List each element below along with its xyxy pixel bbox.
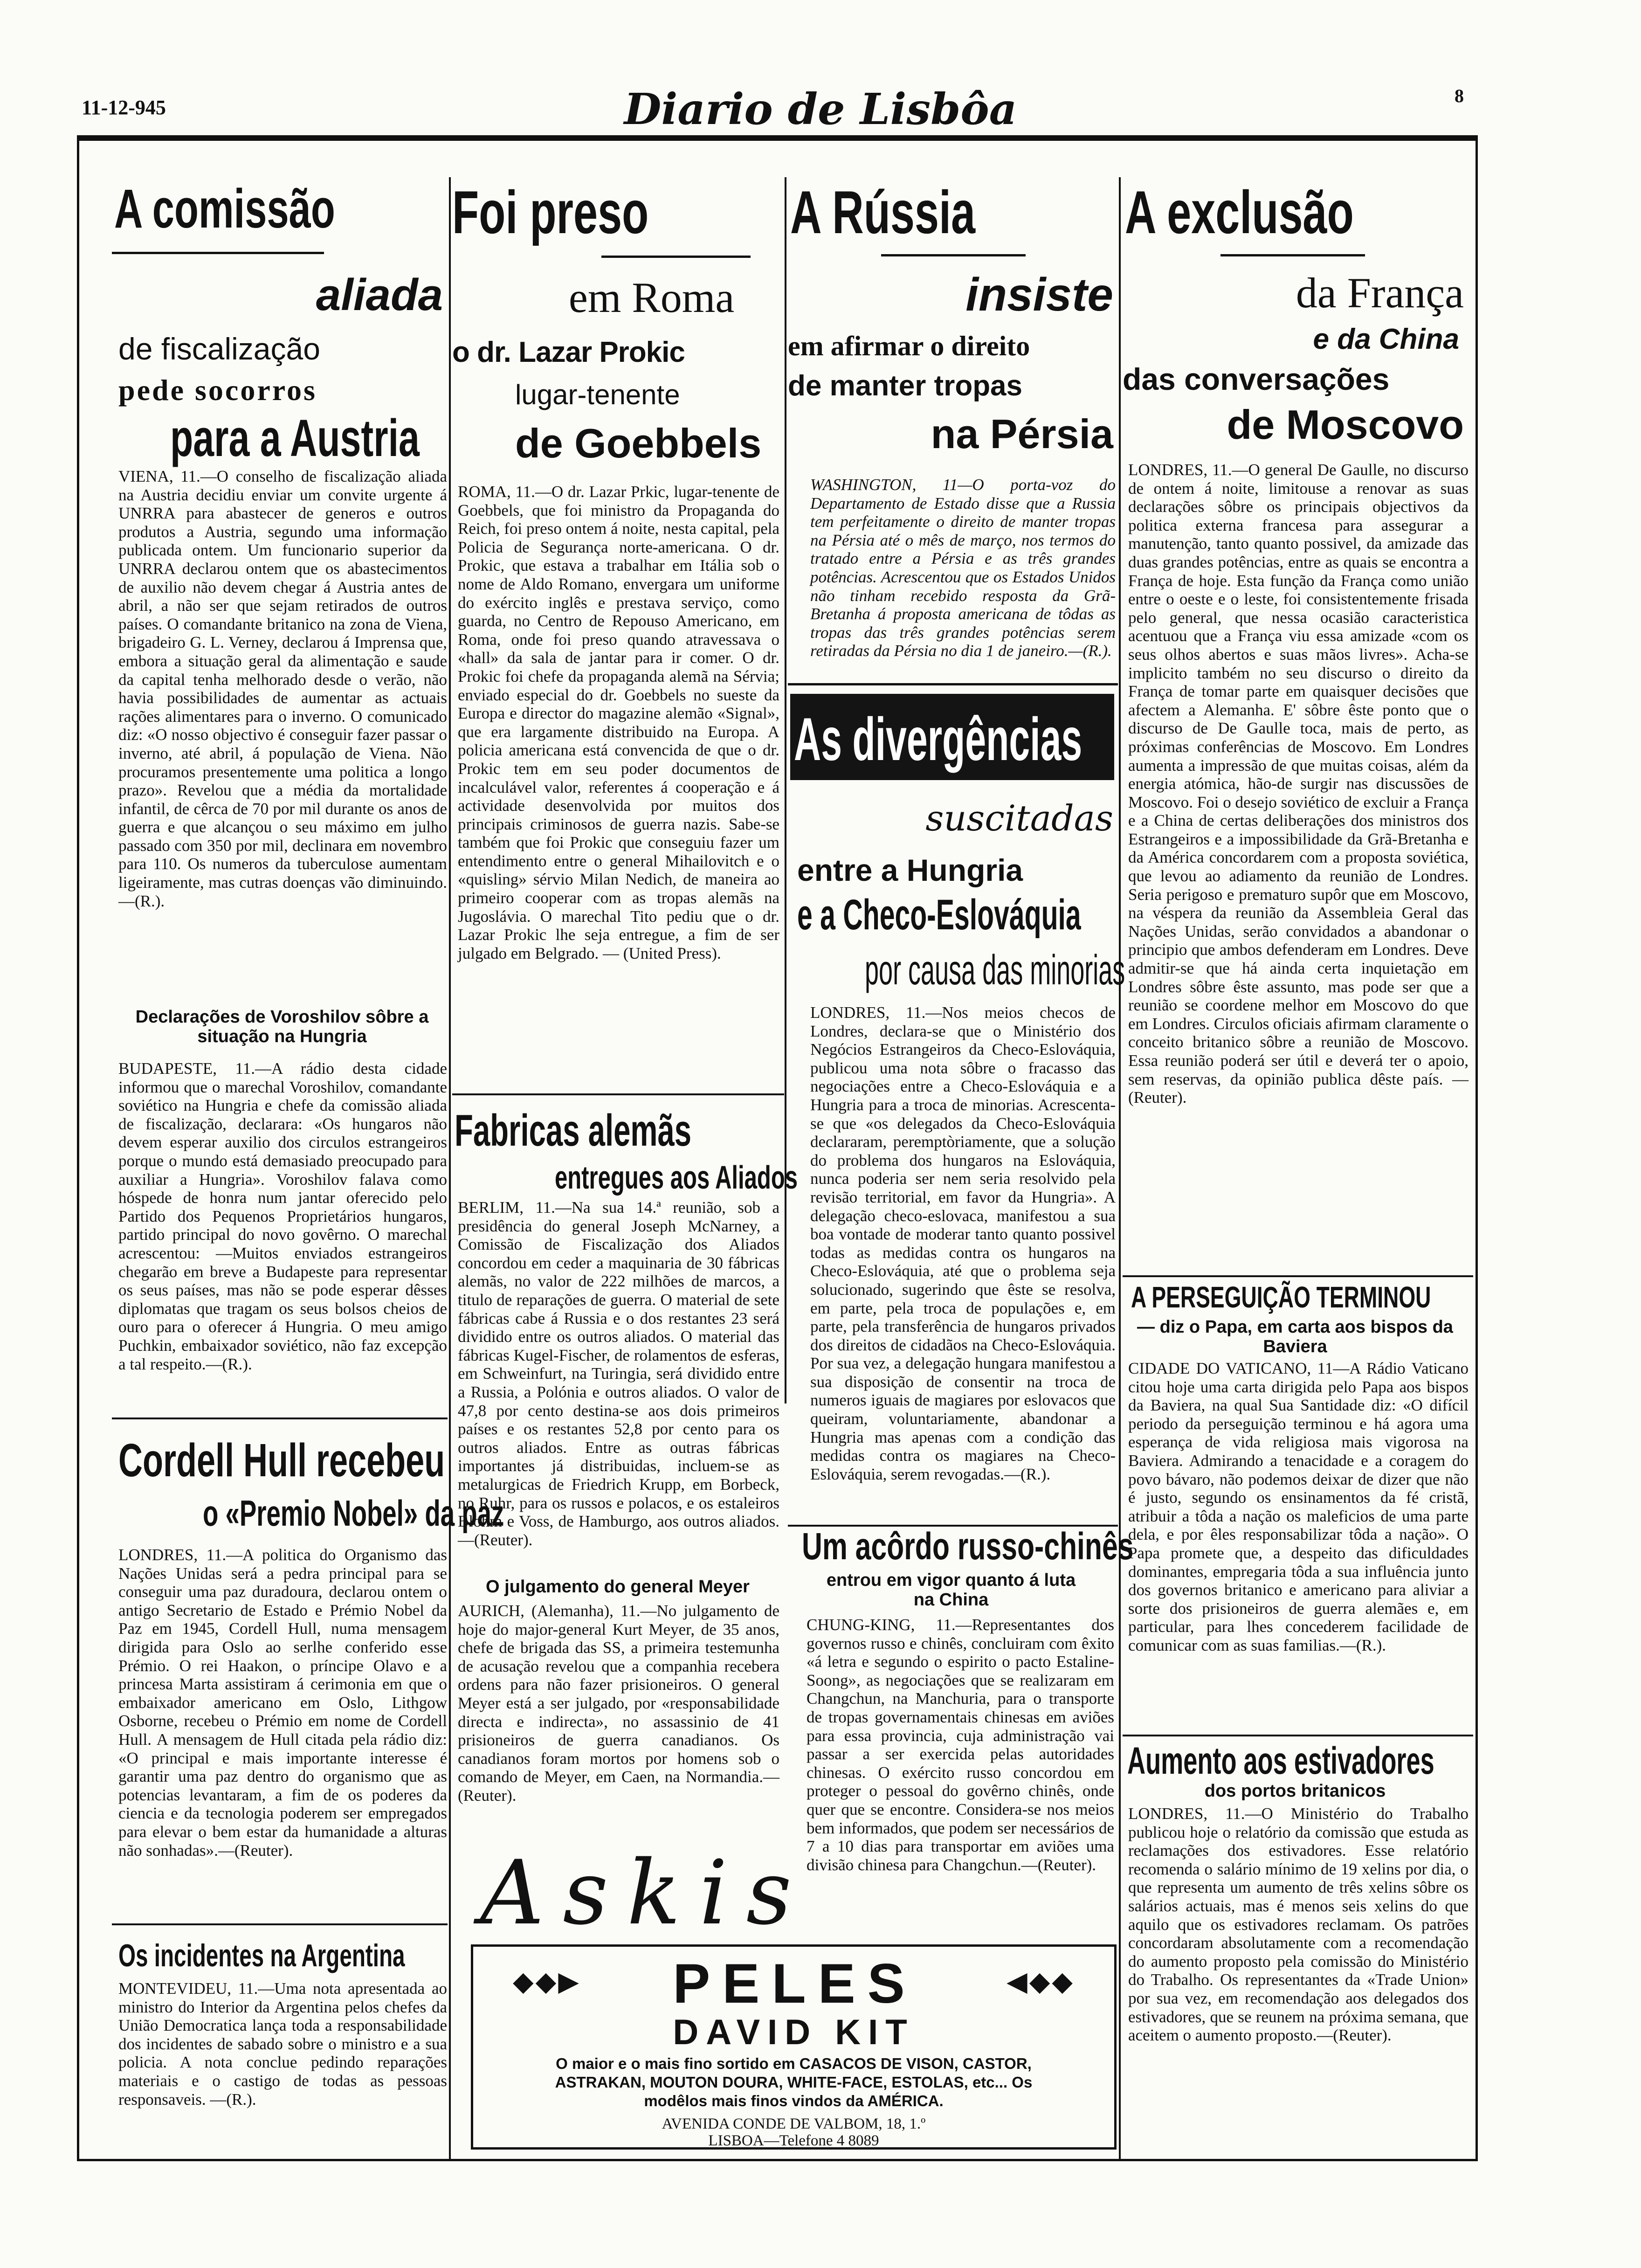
article-vienna-body: VIENA, 11.—O conselho de fiscalização aliada na Austria decidiu enviar um convite urgente á UNRRA para abastecer de generos e outros produtos a Austria, segundo uma informação publicada ontem. Um funcionario superior da UNRRA declarou ontem que os abastecimentos de auxilio não devem chegar á Austria antes de abril, a não ser que sejam retirados de outros países. O comandante britanico na zona de Viena, brigadeiro G. L. Verney, declarou á Imprensa que, embora a situação geral da alimentação e saude da capital tenha melhorado desde o verão, não havia possibilidades de aumentar as actuais rações alimentares para o inverno. O comunicado diz: «O nosso objectivo é conseguir fazer passar o inverno, até abril, á população de Viena. Não procuramos presentemente uma politica a longo prazo». Revelou que a média da mortalidade infantil, de cêrca de 70 por mil durante os anos de guerra e que alcançou o seu máximo em julho passado com 350 por mil, declinara em novembro para 110. Os numeros da tuberculose aumentam ligeiramente, mas cutras doenças vão diminuindo.—(R.). (118, 467, 447, 910)
headline-affirm-right: em afirmar o direito (788, 331, 1030, 361)
headline-divergences: As divergências (794, 705, 1083, 773)
headline-czechoslovakia: e a Checo-Eslováquia (797, 891, 1081, 939)
headline-underline (881, 254, 1026, 256)
subhead-british-ports: dos portos britanicos (1204, 1781, 1386, 1801)
headline-persecution-ended: A PERSEGUIÇÃO TERMINOU (1131, 1280, 1431, 1314)
article-washington-body: WASHINGTON, 11—O porta-voz do Departamento de Estado disse que a Russia tem perfeitamente o direito de manter tropas na Pérsia até o mês de março, nos termos do tratado entre a Pérsia e as três grandes potências. Acrescentou que os Estados Unidos não tinham recebido resposta da Grã-Bretanha á proposta americana de tôdas as tropas das três grandes potências serem retiradas da Pérsia no dia 1 de janeiro.—(R.). (810, 476, 1116, 660)
ad-name: DAVID KIT (673, 2012, 915, 2052)
headline-minorities: por causa das minorias (865, 947, 1125, 994)
headline-persia: na Pérsia (931, 411, 1113, 457)
ad-line-2: ASTRAKAN, MOUTON DOURA, WHITE-FACE, ESTOLAS, etc... Os (555, 2074, 1033, 2091)
ad-brand: PELES (673, 1952, 917, 2015)
column-1 (112, 177, 504, 2159)
article-rome-body: ROMA, 11.—O dr. Lazar Prkic, lugar-tenente de Goebbels, que foi ministro da Propaganda do Reich, foi preso ontem á noite, nesta capital, pela Policia de Segurança norte-americana. O dr. Prokic, que estava a trabalhar em Itália sob o nome de Aldo Romano, envergara um uniforme do exército inglês e prestava serviço, como guarda, no Centro de Repouso Americano, em Roma, onde foi preso quando atravessava o «hall» da sala de jantar para ir comer. O dr. Prokic foi chefe da propaganda alemã na Sérvia; enviado especial do dr. Goebbels no sueste da Europa e director do magazine alemão «Signal», que era largamente distribuido na Europa. A policia americana está convencida de que o dr. Prokic tem em seu poder documentos de incalculável valor, referentes á cooperação e á actividade desenvolvida por muitos dos principais criminosos de guerra nazis. Sabe-se também que foi Prokic que conseguiu fazer um entendimento entre o general Mihailovitch e o «quisling» sérvio Milan Nedich, de maneira ao primeiro cooperar com as tropas alemãs na Jugoslávia. O marechal Tito pediu que o dr. Lazar Prokic lhe seja entregue, a fim de ser julgado em Belgrado. — (United Press). (458, 483, 779, 962)
ornament-right-icon: ◀◆◆ (1007, 1965, 1075, 1997)
article-london-czech-body: LONDRES, 11.—Nos meios checos de Londres, declara-se que o Ministério dos Negócios Estrangeiros da Checo-Eslováquia, publicou uma nota sôbre o fracasso das negociações entre a Checo-Eslováquia e a Hungria para a troca de minorias. Acrescenta-se que «os delegados da Checo-Eslováquia declararam, peremptòriamente, que a solução do problema dos hungaros na Eslováquia, nunca poderia ser nem seria resolvido pela revisão territorial, em favor da Hungria». A delegação checo-eslovaca, manifestou a sua boa vontade de moderar tanto quanto possivel todas as medidas contra os hungaros na Checo-Eslováquia, até que o problema seja solucionado, sugerindo que êste se resolva, em parte, pela troca de populações e, em parte, pela transferência de hungaros privados dos direitos de cidadãos na Checo-Eslováquia. Por sua vez, a delegação hungara manifestou a sua disposição de consentir na troca de numeros iguais de magiares por eslovacos que queiram, voluntariamente, abandonar a Hungria mas apenas com a condição das medidas contra os magiares na Checo-Eslováquia, serem revogadas.—(R.). (810, 1003, 1116, 1483)
article-vatican-body: CIDADE DO VATICANO, 11—A Rádio Vaticano citou hoje uma carta dirigida pelo Papa aos bispos da Baviera, na qual Sua Santidade diz: «O difícil periodo da perseguição terminou e há agora uma esperança de vida religiosa mais vigorosa na Baviera. Admirando a tenacidade e a coragem do povo bávaro, não podemos deixar de dizer que não é justo, segundo os ensinamentos da fé cristã, atribuir a tôda a nação os maleficios de uma parte dela, e por êles responsabilizar tôda a nação». O Papa promete que, a despeito das dificuldades dominantes, empregaria tôda a sua influência junto dos governos britanico e americano para aliviar a sorte dos prisioneiros de guerra alemães e, em particular, para lhes concederem facilidade de comunicar com as suas familias.—(R.). (1128, 1359, 1469, 1654)
headline-argentina: Os incidentes na Argentina (118, 1938, 405, 1973)
column-3-lower (788, 1525, 1134, 1874)
headline-prokic: o dr. Lazar Prokic (452, 336, 685, 368)
headline-to-allies: entregues aos Aliados (555, 1159, 798, 1196)
divider-argentina (112, 1923, 448, 1925)
subhead-china-war: entrou em vigor quanto á luta na China (826, 1570, 1076, 1610)
headline-insists: insiste (965, 269, 1113, 321)
article-chungking-body: CHUNG-KING, 11.—Representantes dos governos russo e chinês, concluiram com êxito «á letra e segundo o espirito o pacto Estaline-Soong», as negociações que se realizaram em Changchun, na Manchuria, para o transporte de tropas governamentais chinesas em aviões para essa provincia, cuja administração vai passar a ser exercida pelas autoridades chinesas. O exército russo concordou em proteger o pessoal do govêrno chinês, onde quer que se encontre. Considera-se nos meios bem informados, que podem ser necessários de 7 a 10 dias para transportar em aviões uma divisão chinesa para Changchun.—(Reuter). (807, 1616, 1114, 1874)
headline-keep-troops: de manter tropas (788, 370, 1023, 402)
top-rule (77, 135, 1478, 141)
headline-underline (1220, 254, 1365, 256)
article-de-gaulle-body: LONDRES, 11.—O general De Gaulle, no discurso de ontem á noite, limitouse a renovar as suas declarações sôbre os principais objectivos da politica externa francesa para assegurar a manutenção, tanto quanto possivel, da amizade das duas grandes potências, entre as quais se encontra a França de hoje. Esta função da França como união entre o oeste e o leste, foi consistentemente frisada pelo general, que nessa ocasião caracteristica acentuou que a França viu essa amizade «com os seus olhos abertos e suas mãos livres». Acha-se implicito também no seu discurso o direito da França de tomar parte em quaisquer decisões que afectem a Alemanha. E' sôbre êste ponto que o discurso de De Gaulle toca, mais de perto, as próximas conferências de Moscovo. Em Londres aumenta a impressão de que muitas coisas, além da energia atómica, hão-de surgir nas discussões de Moscovo. Foi o desejo soviético de excluir a França e a China de certas deliberações dos ministros dos Estrangeiros e a impossibilidade da Grã-Bretanha e da América concordarem com a proposta soviética, que levou ao adiamento da reunião de Londres. Seria perigoso e prematuro supôr que em Moscovo, na véspera da reunião da Assembleia Geral das Nações Unidas, serão convidados a abandonar o principio que ambos defenderam em Londres. Deve admitir-se que há ainda certa inquietação em Londres sôbre êste assunto, mas pode ser que a reunião se coordene melhor em Moscovo do que em Londres. Circulos oficiais afirmam claramente o conceito britanico sôbre a reunião de Moscovo. Essa reunião poderá ser útil e deverá ter o apoio, sem reservas, da opinião publica dêste país. — (Reuter). (1128, 461, 1469, 1107)
article-hull-body: LONDRES, 11.—A politica do Organismo das Nações Unidas será a pedra principal para se conseguir uma paz duradoura, declarou ontem o antigo Secretario de Estado e Prémio Nobel da Paz em 1945, Cordell Hull, numa mensagem dirigida para Oslo ao serlhe conferido esse Prémio. O rei Haakon, o príncipe Olavo e a princesa Marta assistiram á cerimonia em que o embaixador americano em Oslo, Lithgow Osborne, recebeu o Prémio em nome de Cordell Hull. A mensagem de Hull citada pela rádio diz: «O principal e mais importante interesse é garantir uma paz dentro do organismo que as potencias levantaram, a fim de os poderes da ciencia e da tecnologia poderem ser empregados para elevar o bem estar da humanidade a alturas não sonhadas».—(Reuter). (118, 1546, 447, 1860)
page-number: 8 (1455, 85, 1464, 106)
headline-of-france: da França (1296, 269, 1464, 317)
headline-russo-chinese-accord: Um acôrdo russo-chinês (802, 1525, 1134, 1568)
headline-raised: suscitadas (925, 797, 1113, 839)
headline-lieutenant: lugar-tenente (515, 379, 680, 410)
divider-divergences (788, 683, 1118, 685)
headline-divergences-box (790, 694, 1114, 780)
ad-phone: LISBOA—Telefone 4 8089 (708, 2132, 879, 2149)
column-rule-2 (785, 177, 786, 1404)
ad-line-1: O maior e o mais fino sortido em CASACOS DE VISON, CASTOR, (556, 2055, 1032, 2072)
masthead (0, 0, 1641, 140)
ornament-left-icon: ◆◆▶ (513, 1965, 581, 1997)
headline-cordell-hull: Cordell Hull recebeu (118, 1434, 445, 1487)
column-rule-1 (449, 177, 451, 2159)
headline-nobel: o «Premio Nobel» da paz (203, 1493, 504, 1534)
divider-factories (452, 1093, 784, 1095)
article-berlin-body: BERLIM, 11.—Na sua 14.ª reunião, sob a presidência do general Joseph McNarney, a Comissão de Fiscalização dos Aliados concordou em ceder a maquinaria de 30 fábricas alemãs, no valor de 222 milhões de marcos, a titulo de reparações de guerra. O material de sete fábricas cabe á Russia e o dos restantes 23 será dividido entre os outros aliados. O material das fábricas Kugel-Fischer, de rolamentos de esferas, em Schweinfurt, na Turingia, será dividido entre a Russia, a Polónia e outros aliados. O valor de 47,8 por cento destina-se aos dois primeiros países e os restantes 52,8 por cento para os outros aliados. Entre as outras fábricas importantes já distribuidas, incluem-se as metalurgicas de Friedrich Krupp, em Borbeck, no Ruhr, para os russos e polacos, e os estaleiros Blohm e Voss, de Hamburgo, aos outros aliados.—(Reuter). (458, 1198, 779, 1549)
divider-dockworkers (1123, 1735, 1473, 1736)
headline-conversations: das conversações (1123, 362, 1390, 396)
headline-russia: A Rússia (790, 178, 976, 246)
ad-address: AVENIDA CONDE DE VALBOM, 18, 1.º (662, 2116, 926, 2132)
headline-exclusion: A exclusão (1125, 178, 1354, 246)
subhead-pope-letter: — diz o Papa, em carta aos bispos da Baviera (1137, 1317, 1453, 1356)
column-3 (788, 177, 1125, 1483)
headline-underline (601, 256, 751, 258)
article-budapest-body: BUDAPESTE, 11.—A rádio desta cidade informou que o marechal Voroshilov, comandante soviético na Hungria e chefe da comissão aliada de fiscalização, declarara: «Os hungaros não devem esperar auxilio dos circulos estrangeiros porque o mundo está demasiado preocupado para auxiliar a Hungria». Voroshilov falava como hóspede de honra num jantar oferecido pelo Partido dos Pequenos Proprietários hungaros, partido principal do novo govêrno. O marechal acrescentou: —Muitos enviados estrangeiros chegarão em breve a Budapeste para representar os seus países, mas não se pode esperar dêsses diplomatas que tragam os seus bolsos cheios de ouro para o oferecer á Hungria. O meu amigo Puchkin, embaixador soviético, não faz excepção a tal respeito.—(R.). (118, 1059, 447, 1373)
headline-austria: para a Austria (170, 409, 420, 467)
headline-inspection: de fiscalização (118, 332, 320, 366)
newspaper-title: Diario de Lisbôa (624, 84, 1017, 134)
subhead-meyer-trial: O julgamento do general Meyer (486, 1577, 750, 1597)
headline-and-china: e da China (1313, 323, 1459, 355)
headline-dockworkers-raise: Aumento aos estivadores (1127, 1740, 1434, 1782)
headline-underline (112, 252, 324, 254)
headline-german-factories: Fabricas alemãs (455, 1106, 692, 1155)
column-4 (1123, 177, 1473, 2159)
askis-signature-logo: Askis (480, 1841, 811, 1944)
headline-hungary: entre a Hungria (797, 853, 1023, 887)
headline-goebbels: de Goebbels (515, 420, 762, 466)
subhead-voroshilov: Declarações de Voroshilov sôbre a situação na Hungria (135, 1007, 429, 1046)
headline-moscow: de Moscovo (1227, 401, 1464, 448)
headline-arrested: Foi preso (452, 178, 649, 246)
headline-allied: aliada (316, 270, 443, 320)
ad-line-3: modêlos mais finos vindos da AMÉRICA. (644, 2092, 944, 2109)
article-aurich-body: AURICH, (Alemanha), 11.—No julgamento de hoje do major-general Kurt Meyer, de 35 anos, chefe de brigada das SS, a primeira testemunha de acusação revelou que a companhia recebera ordens para não fazer prisioneiros. O general Meyer está a ser julgado, por «responsabilidade directa e indirecta», no assassinio de 41 prisioneiros de guerra canadianos. Os canadianos foram mortos por homens sob o comando de Meyer, em Caen, na Normandia.—(Reuter). (458, 1602, 779, 1805)
headline-commission: A comissão (114, 178, 335, 240)
article-london-dock-body: LONDRES, 11.—O Ministério do Trabalho publicou hoje o relatório da comissão que estuda as reclamações dos estivadores. Esse relatório recomenda o salário mínimo de 19 xelins por dia, o que representa um aumento de três xelins sôbre os salários actuais, mas é menos seis xelins do que aquilo que os estivadores reclamam. Os patrões concordaram absolutamente com a recomendação do aumento proposto pela comissão do Ministério do Trabalho. Os representantes da «Trade Union» por sua vez, em recomendação aos delegados dos estivadores, que se reunem na próxima semana, que aceitem o aumento proposto.—(Reuter). (1128, 1805, 1469, 2045)
divider-cordell (112, 1418, 448, 1419)
right-rule (1476, 135, 1478, 2161)
left-rule (77, 135, 79, 2161)
issue-date: 11-12-945 (82, 96, 166, 119)
divider-persecution (1123, 1275, 1473, 1277)
article-argentina-body: MONTEVIDEU, 11.—Uma nota apresentada ao ministro do Interior da Argentina pelos chefes da União Democratica lança toda a responsabilidade dos incidentes de sabado sobre o ministro e a sua policia. A nota conclue pedindo reparações materiais e o castigo de todas as pessoas responsaveis. —(R.). (118, 1979, 447, 2109)
headline-asks-help: pede socorros (118, 373, 317, 407)
column-rule-3 (1119, 177, 1121, 2159)
peles-advertisement (471, 1944, 1117, 2150)
bottom-rule (77, 2159, 1478, 2161)
headline-in-rome: em Roma (569, 274, 735, 321)
